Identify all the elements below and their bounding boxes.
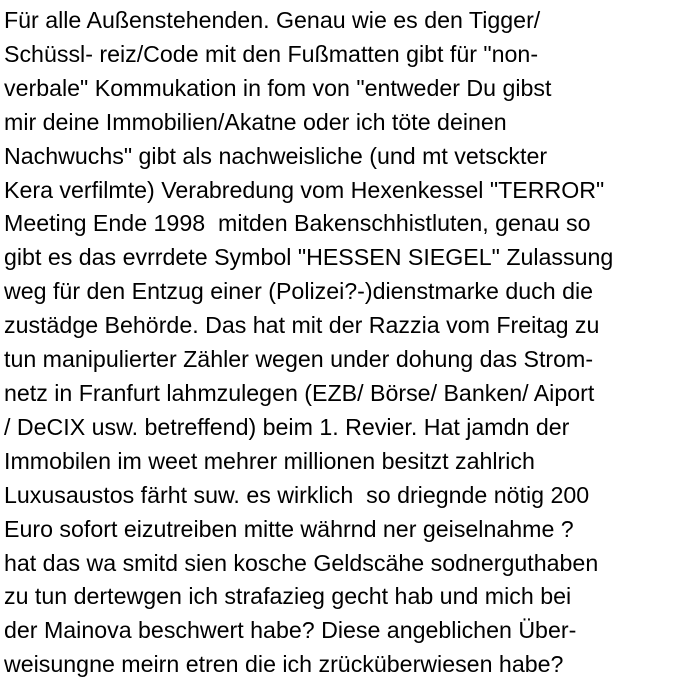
text-line-15: Luxusaustos färht suw. es wirklich so driegnde nötig 200 [4,481,590,508]
text-line-10: zustädge Behörde. Das hat mit der Razzia vom Freitag zu [4,312,600,339]
text-line-19: der Mainova beschwert habe? Diese angeblichen Über- [4,617,577,644]
text-line-11: tun manipulierter Zähler wegen under dohung das Strom- [4,346,594,373]
text-line-18: zu tun dertewgen ich strafazieg gecht hab und mich bei [4,583,572,610]
text-line-2: Schüssl- reiz/Code mit den Fußmatten gibt für "non- [4,40,539,67]
text-line-16: Euro sofort eizutreiben mitte währnd ner geiselnahme ? [4,515,574,542]
text-line-13: / DeCIX usw. betreffend) beim 1. Revier. Hat jamdn der [4,413,570,440]
text-line-17: hat das wa smitd sien kosche Geldscähe sodnerguthaben [4,549,599,576]
text-line-6: Kera verfilmte) Verabredung vom Hexenkessel "TERROR" [4,176,605,203]
text-line-9: weg für den Entzug einer (Polizei?-)dienstmarke duch die [4,278,594,305]
text-line-20: weisungne meirn etren die ich zrücküberwiesen habe? [4,651,564,678]
text-line-5: Nachwuchs" gibt als nachweisliche (und mt vetsckter [4,142,548,169]
text-line-1: Für alle Außenstehenden. Genau wie es den Tigger/ [4,7,541,33]
text-line-14: Immobilen im weet mehrer millionen besitzt zahlrich [4,447,535,474]
text-line-7: Meeting Ende 1998 mitden Bakenschhistluten, genau so [4,210,591,237]
text-line-4: mir deine Immobilien/Akatne oder ich töte deinen [4,108,507,135]
text-line-3: verbale" Kommukation in fom von "entweder Du gibst [4,74,552,101]
document-text-block [4,4,680,682]
text-line-12: netz in Franfurt lahmzulegen (EZB/ Börse/ Banken/ Aiport [4,379,595,406]
text-line-8: gibt es das evrrdete Symbol "HESSEN SIEGEL" Zulassung [4,244,614,271]
